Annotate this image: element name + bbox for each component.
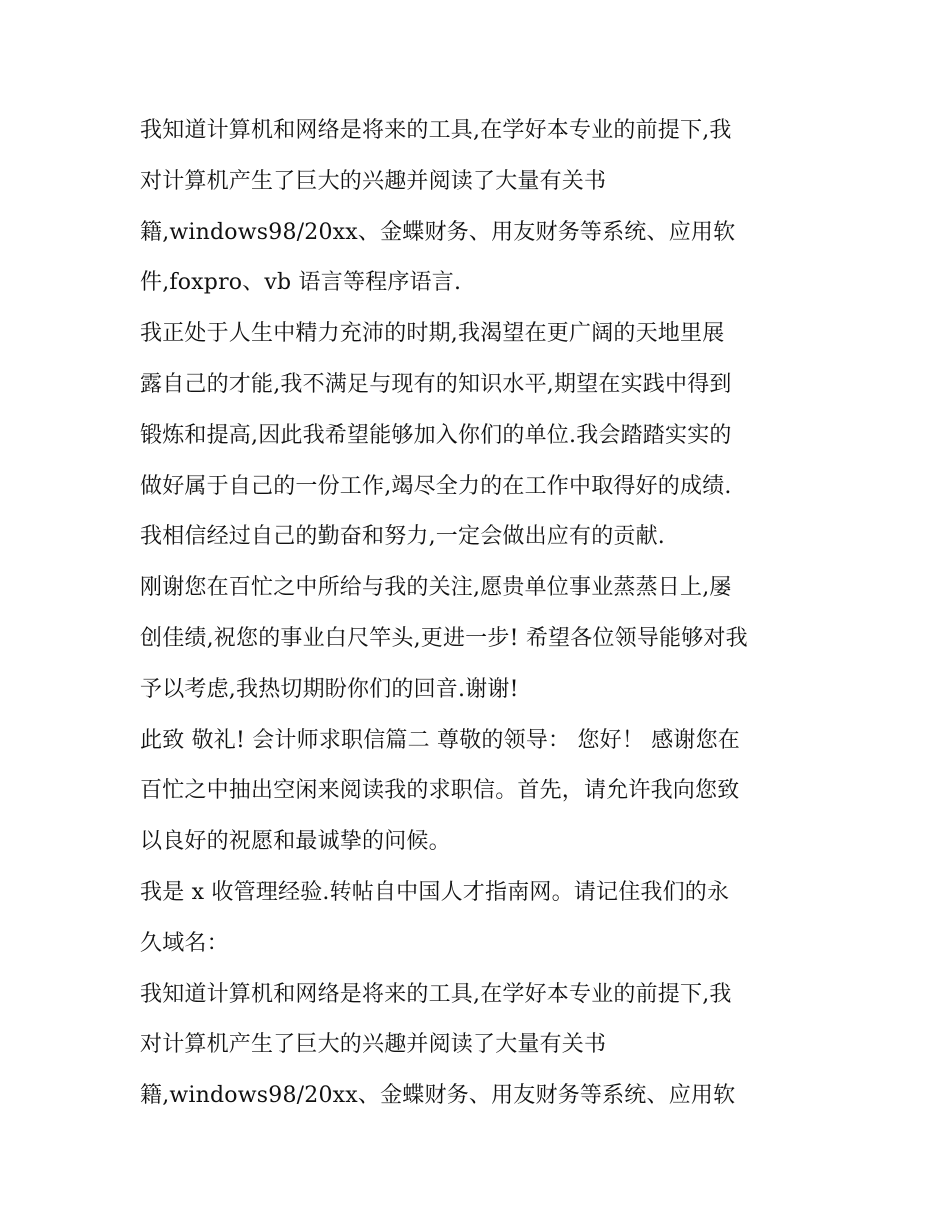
- text-line-18: 我知道计算机和网络是将来的工具,在学好本专业的前提下,我: [140, 981, 732, 1007]
- text-line-20: 籍,windows98/20xx、金蝶财务、用友财务等系统、应用软: [140, 1083, 736, 1109]
- text-line-9: 我相信经过自己的勤奋和努力,一定会做出应有的贡献.: [140, 524, 665, 550]
- text-line-13: 此致 敬礼! 会计师求职信篇二 尊敬的领导： 您好！ 感谢您在: [140, 727, 741, 753]
- text-line-4: 件,foxpro、vb 语言等程序语言.: [140, 270, 462, 296]
- text-line-15: 以良好的祝愿和最诚挚的问候。: [140, 829, 451, 855]
- body-text: [140, 106, 840, 1122]
- text-line-16: 我是 x 收管理经验.转帖自中国人才指南网。请记住我们的永: [140, 879, 730, 905]
- text-line-14: 百忙之中抽出空闲来阅读我的求职信。首先，请允许我向您致: [140, 778, 740, 804]
- text-line-10: 刚谢您在百忙之中所给与我的关注,愿贵单位事业蒸蒸日上,屡: [140, 575, 732, 601]
- text-line-2: 对计算机产生了巨大的兴趣并阅读了大量有关书: [140, 168, 607, 194]
- text-line-11: 创佳绩,祝您的事业白尺竿头,更进一步! 希望各位领导能够对我: [140, 625, 748, 651]
- text-line-7: 锻炼和提高,因此我希望能够加入你们的单位.我会踏踏实实的: [140, 422, 732, 448]
- text-line-1: 我知道计算机和网络是将来的工具,在学好本专业的前提下,我: [140, 118, 732, 143]
- text-line-5: 我正处于人生中精力充沛的时期,我渴望在更广阔的天地里展: [140, 321, 725, 347]
- text-line-8: 做好属于自己的一份工作,竭尽全力的在工作中取得好的成绩.: [140, 473, 732, 499]
- text-line-3: 籍,windows98/20xx、金蝶财务、用友财务等系统、应用软: [140, 219, 736, 245]
- text-line-12: 予以考虑,我热切期盼你们的回音.谢谢!: [140, 676, 519, 702]
- text-line-17: 久域名：: [140, 930, 229, 956]
- text-line-6: 露自己的才能,我不满足与现有的知识水平,期望在实践中得到: [140, 371, 732, 397]
- text-line-19: 对计算机产生了巨大的兴趣并阅读了大量有关书: [140, 1032, 607, 1058]
